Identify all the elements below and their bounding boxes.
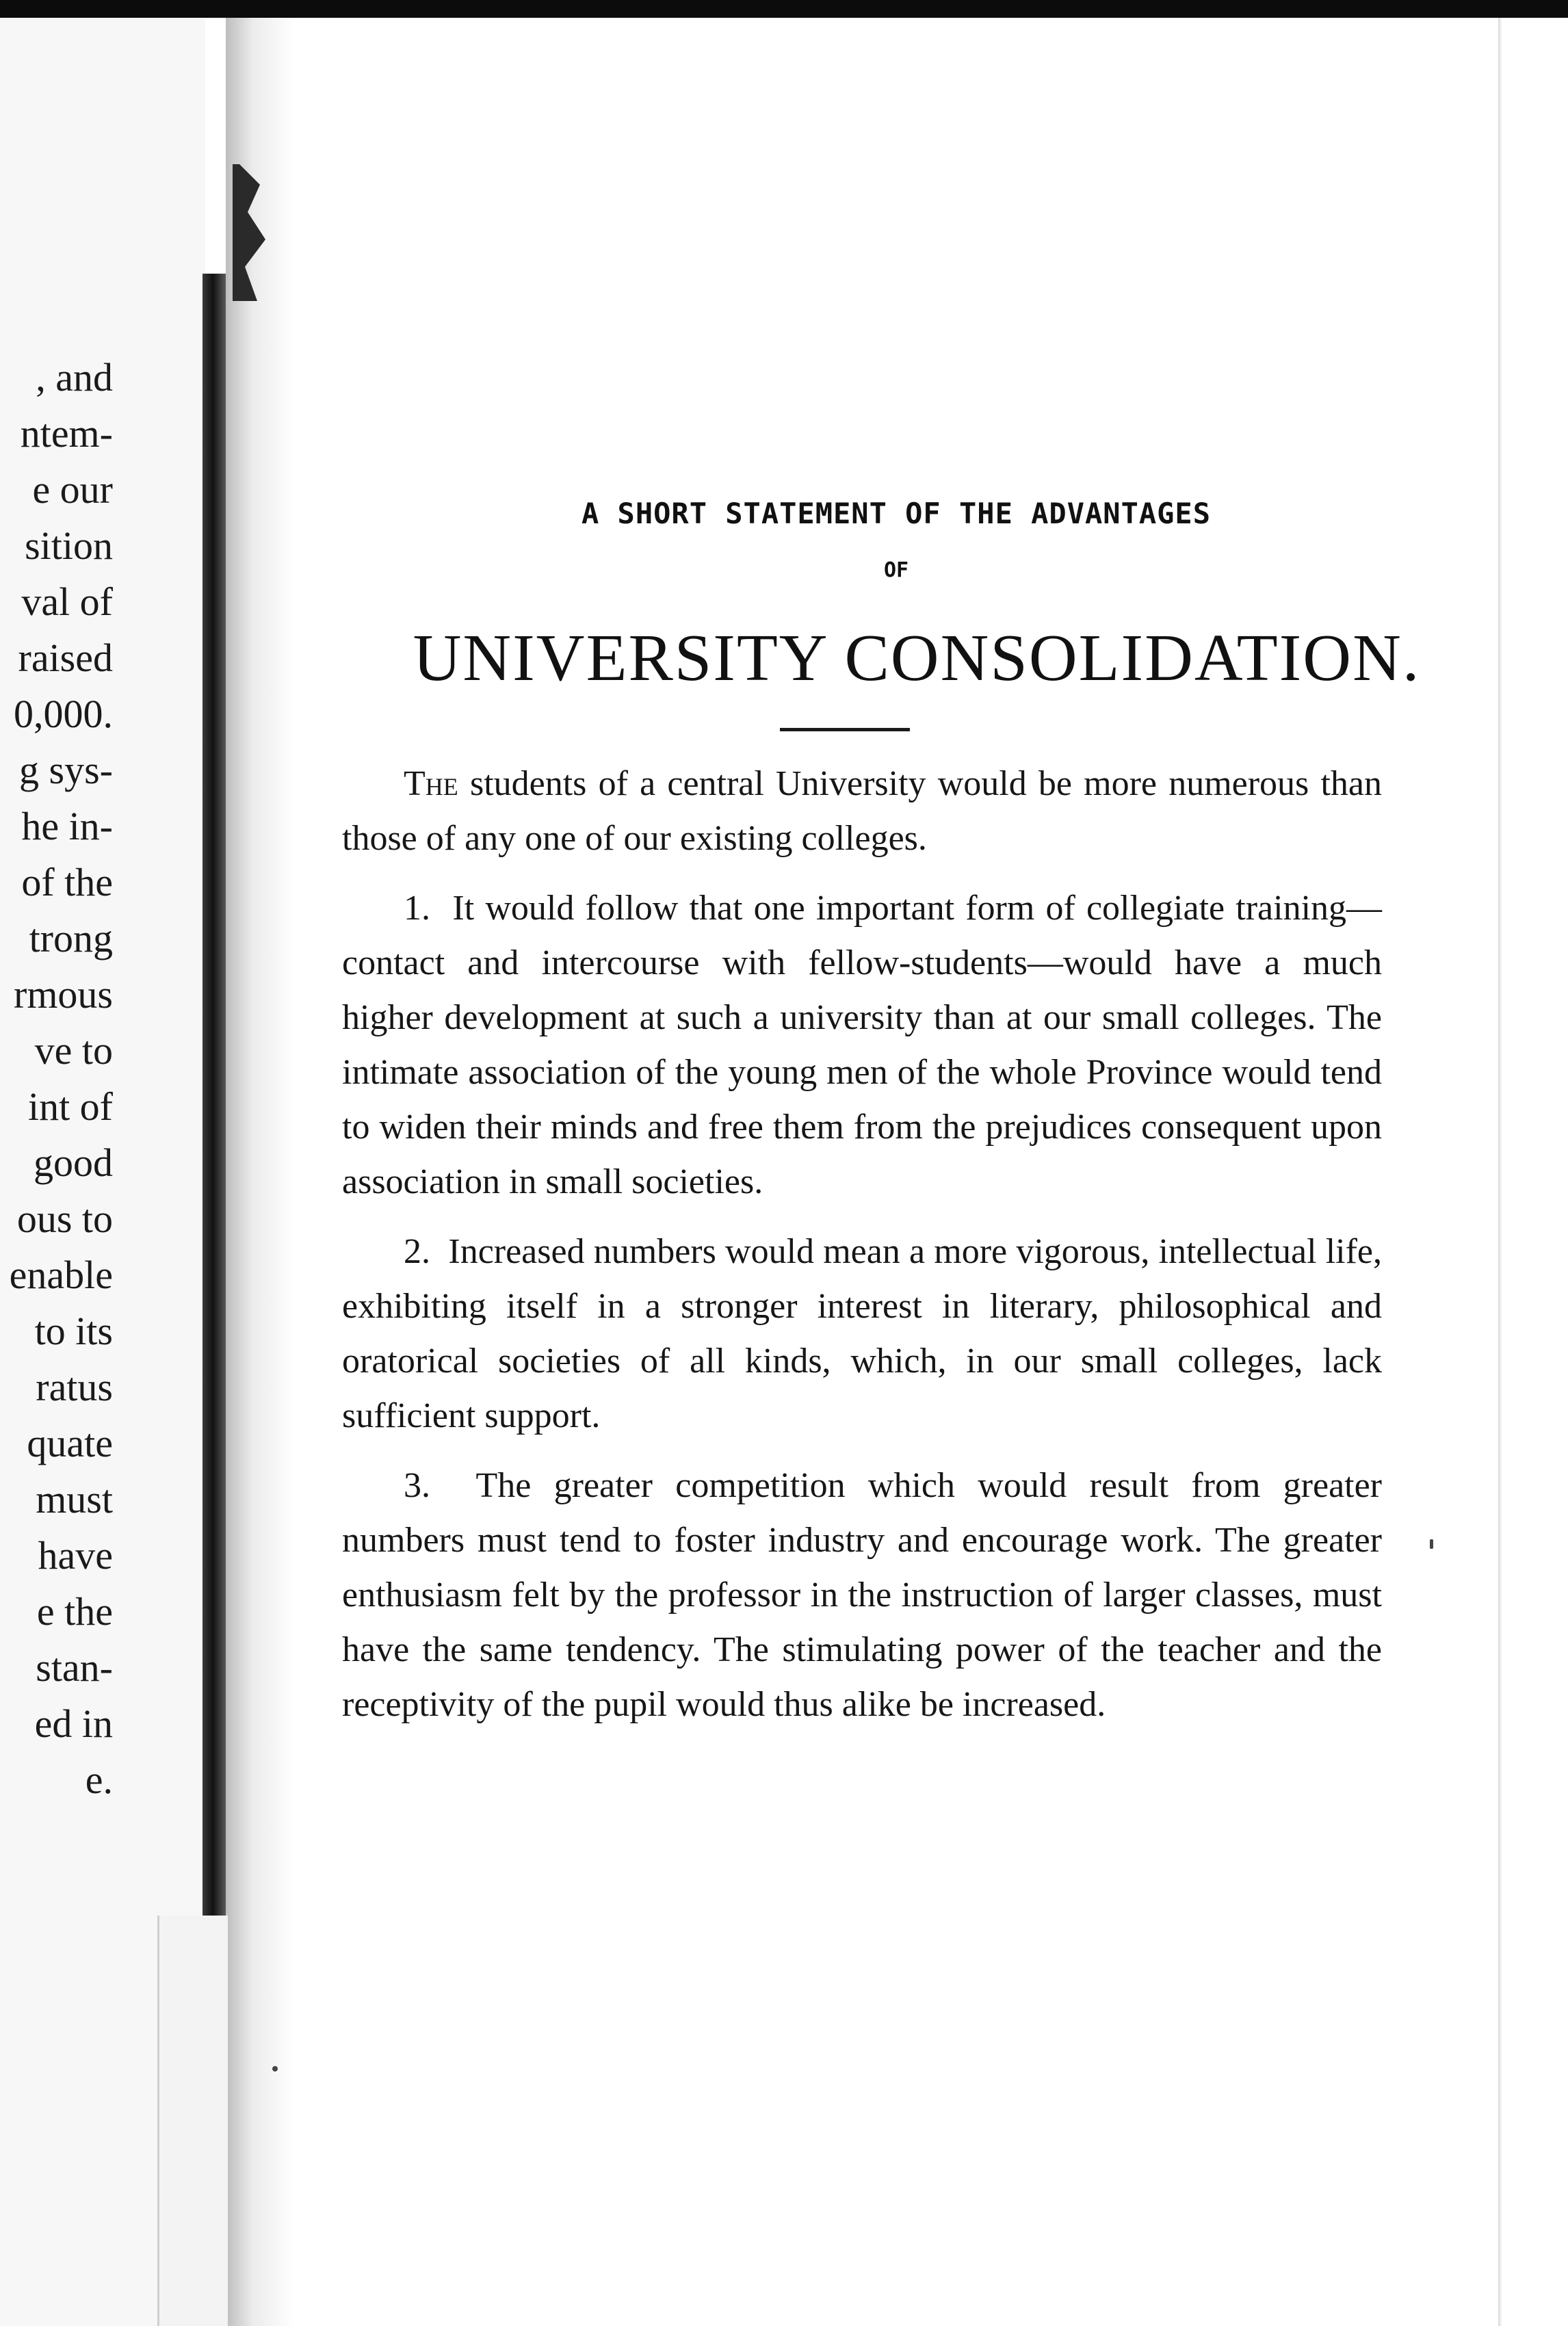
intro-paragraph <box>342 757 1382 866</box>
facing-line: rmous <box>14 972 113 1017</box>
facing-line: ratus <box>36 1365 113 1409</box>
facing-line: ous to <box>16 1197 113 1241</box>
point-paragraph <box>342 881 1382 1210</box>
intro-text: students of a central University would be more numerous than those of any one of our existing colleges. <box>342 764 1382 858</box>
facing-line: ed in <box>34 1701 113 1746</box>
point-number: 2. <box>404 1232 430 1271</box>
scan-top-border <box>0 0 1568 18</box>
facing-line: he in- <box>21 804 113 848</box>
facing-line: e. <box>85 1757 113 1802</box>
scan-speck <box>272 2066 278 2072</box>
facing-line: e the <box>36 1589 113 1634</box>
page-title: UNIVERSITY CONSOLIDATION. <box>413 621 1421 695</box>
facing-line: stan- <box>36 1645 113 1690</box>
scan-speck <box>1430 1539 1433 1549</box>
gutter-shadow <box>226 18 294 2326</box>
facing-line: raised <box>18 636 113 680</box>
facing-line: , and <box>36 355 113 400</box>
torn-edge <box>233 164 280 301</box>
point-number: 1. <box>404 889 430 928</box>
facing-line: g sys- <box>19 748 113 792</box>
facing-line: ve to <box>34 1028 113 1073</box>
point-number: 3. <box>404 1466 430 1505</box>
title-line-2: OF <box>883 558 909 582</box>
body-text <box>342 757 1382 1747</box>
point-paragraph <box>342 1459 1382 1732</box>
facing-line: e our <box>32 467 113 512</box>
facing-line: trong <box>29 916 113 961</box>
title-rule <box>780 728 910 731</box>
facing-line: ntem- <box>20 411 113 456</box>
facing-line: sition <box>25 523 113 568</box>
facing-line: val of <box>21 579 113 624</box>
point-text: It would follow that one important form of collegiate training—contact and intercourse with fellow-students—would have a much higher development at such a university than at our small colleges. The intimate association of the young men of the whole Province would tend to widen their minds and free them from the prejudices consequent upon association in small societies. <box>342 889 1383 1201</box>
facing-line: int of <box>27 1084 113 1129</box>
facing-line: good <box>34 1140 113 1185</box>
point-text: The greater competition which would result from greater numbers must tend to foster industry and encourage work. The greater enthusiasm felt by the professor in the instruction of larger classes, must have the same tendency. The stimulating power of the teacher and the receptivity of the pupil would thus alike be increased. <box>342 1466 1382 1724</box>
facing-line: enable <box>9 1253 113 1297</box>
facing-line: quate <box>27 1421 113 1465</box>
point-paragraph <box>342 1225 1382 1443</box>
facing-line: of the <box>21 860 113 904</box>
page-fold <box>157 1916 228 2326</box>
facing-line: 0,000. <box>14 692 113 736</box>
intro-lead: The <box>404 764 458 803</box>
facing-line: must <box>36 1477 113 1521</box>
page-edge-shadow <box>1498 18 1502 2326</box>
facing-line: have <box>38 1533 113 1578</box>
facing-line: to its <box>34 1309 113 1353</box>
title-line-1: A SHORT STATEMENT OF THE ADVANTAGES <box>581 497 1211 530</box>
point-text: Increased numbers would mean a more vigorous, intellectual life, exhibiting itself in a stronger interest in literary, philosophical and oratorical societies of all kinds, which, in our small colleges, lack sufficient support. <box>342 1232 1382 1435</box>
main-page <box>294 18 1498 2326</box>
